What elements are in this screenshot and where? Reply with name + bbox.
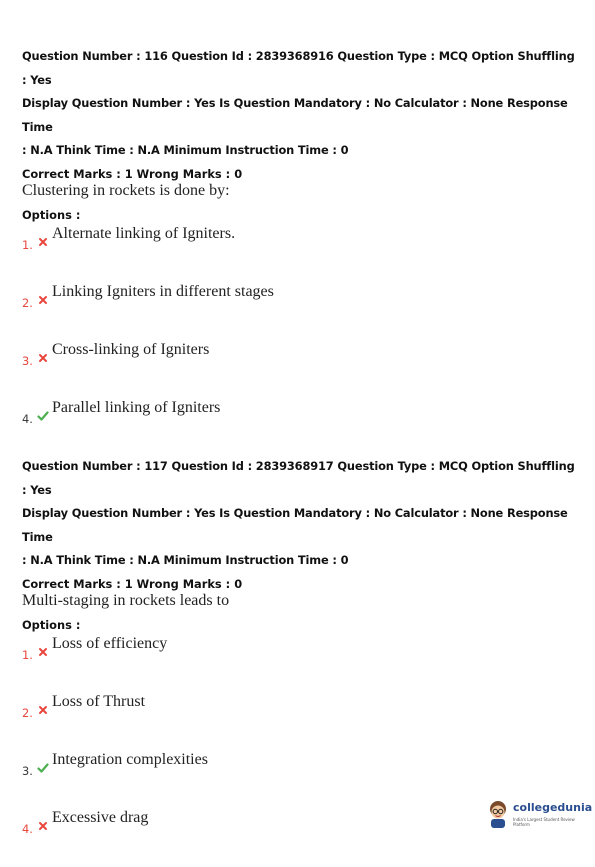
- question-meta-line: Display Question Number : Yes Is Question Mandatory : No Calculator : None Response Time: [22, 506, 568, 544]
- option-number: 1.: [22, 647, 33, 662]
- question-meta-line: : N.A Think Time : N.A Minimum Instruction Time : 0: [22, 553, 349, 567]
- option-item: [22, 341, 582, 399]
- collegedunia-logo-icon: [486, 799, 510, 829]
- option-number: 4.: [22, 821, 33, 836]
- option-item: [22, 399, 582, 457]
- option-item: [22, 283, 582, 341]
- option-number: 3.: [22, 763, 33, 778]
- cross-icon: [37, 236, 49, 248]
- option-number: 4.: [22, 411, 33, 426]
- question-marks: Correct Marks : 1 Wrong Marks : 0: [22, 576, 243, 591]
- question-meta-line: Question Number : 116 Question Id : 2839368916 Question Type : MCQ Option Shuffling : Yes: [22, 49, 575, 87]
- option-item: [22, 635, 582, 693]
- option-text: Integration complexities: [52, 750, 208, 768]
- question-meta-line: Display Question Number : Yes Is Question Mandatory : No Calculator : None Response Time: [22, 96, 568, 134]
- question-meta-line: : N.A Think Time : N.A Minimum Instruction Time : 0: [22, 143, 349, 157]
- cross-icon: [37, 294, 49, 306]
- options-label: Options :: [22, 617, 81, 632]
- question-marks: Correct Marks : 1 Wrong Marks : 0: [22, 166, 243, 181]
- question-meta: [22, 45, 582, 163]
- question-block-116: [22, 45, 582, 457]
- option-number: 2.: [22, 295, 33, 310]
- cross-icon: [37, 352, 49, 364]
- check-icon: [37, 410, 49, 422]
- option-text: Loss of efficiency: [52, 634, 168, 652]
- logo-name: collegedunia: [513, 801, 593, 814]
- option-number: 2.: [22, 705, 33, 720]
- logo-tagline: India's Largest Student Review Platform: [513, 817, 575, 827]
- option-text: Excessive drag: [52, 808, 149, 826]
- cross-icon: [37, 820, 49, 832]
- option-item: [22, 225, 582, 283]
- question-text: Multi-staging in rockets leads to: [22, 591, 230, 609]
- collegedunia-logo[interactable]: [486, 797, 593, 833]
- option-number: 3.: [22, 353, 33, 368]
- option-text: Cross-linking of Igniters: [52, 340, 210, 358]
- question-text: Clustering in rockets is done by:: [22, 181, 230, 199]
- question-meta-line: Question Number : 117 Question Id : 2839368917 Question Type : MCQ Option Shuffling : Yes: [22, 459, 575, 497]
- cross-icon: [37, 646, 49, 658]
- cross-icon: [37, 704, 49, 716]
- option-text: Parallel linking of Igniters: [52, 398, 221, 416]
- option-text: Linking Igniters in different stages: [52, 282, 274, 300]
- option-text: Alternate linking of Igniters.: [52, 224, 236, 242]
- option-item: [22, 693, 582, 751]
- options-label: Options :: [22, 207, 81, 222]
- question-meta: [22, 455, 582, 573]
- check-icon: [37, 762, 49, 774]
- option-text: Loss of Thrust: [52, 692, 146, 710]
- option-number: 1.: [22, 237, 33, 252]
